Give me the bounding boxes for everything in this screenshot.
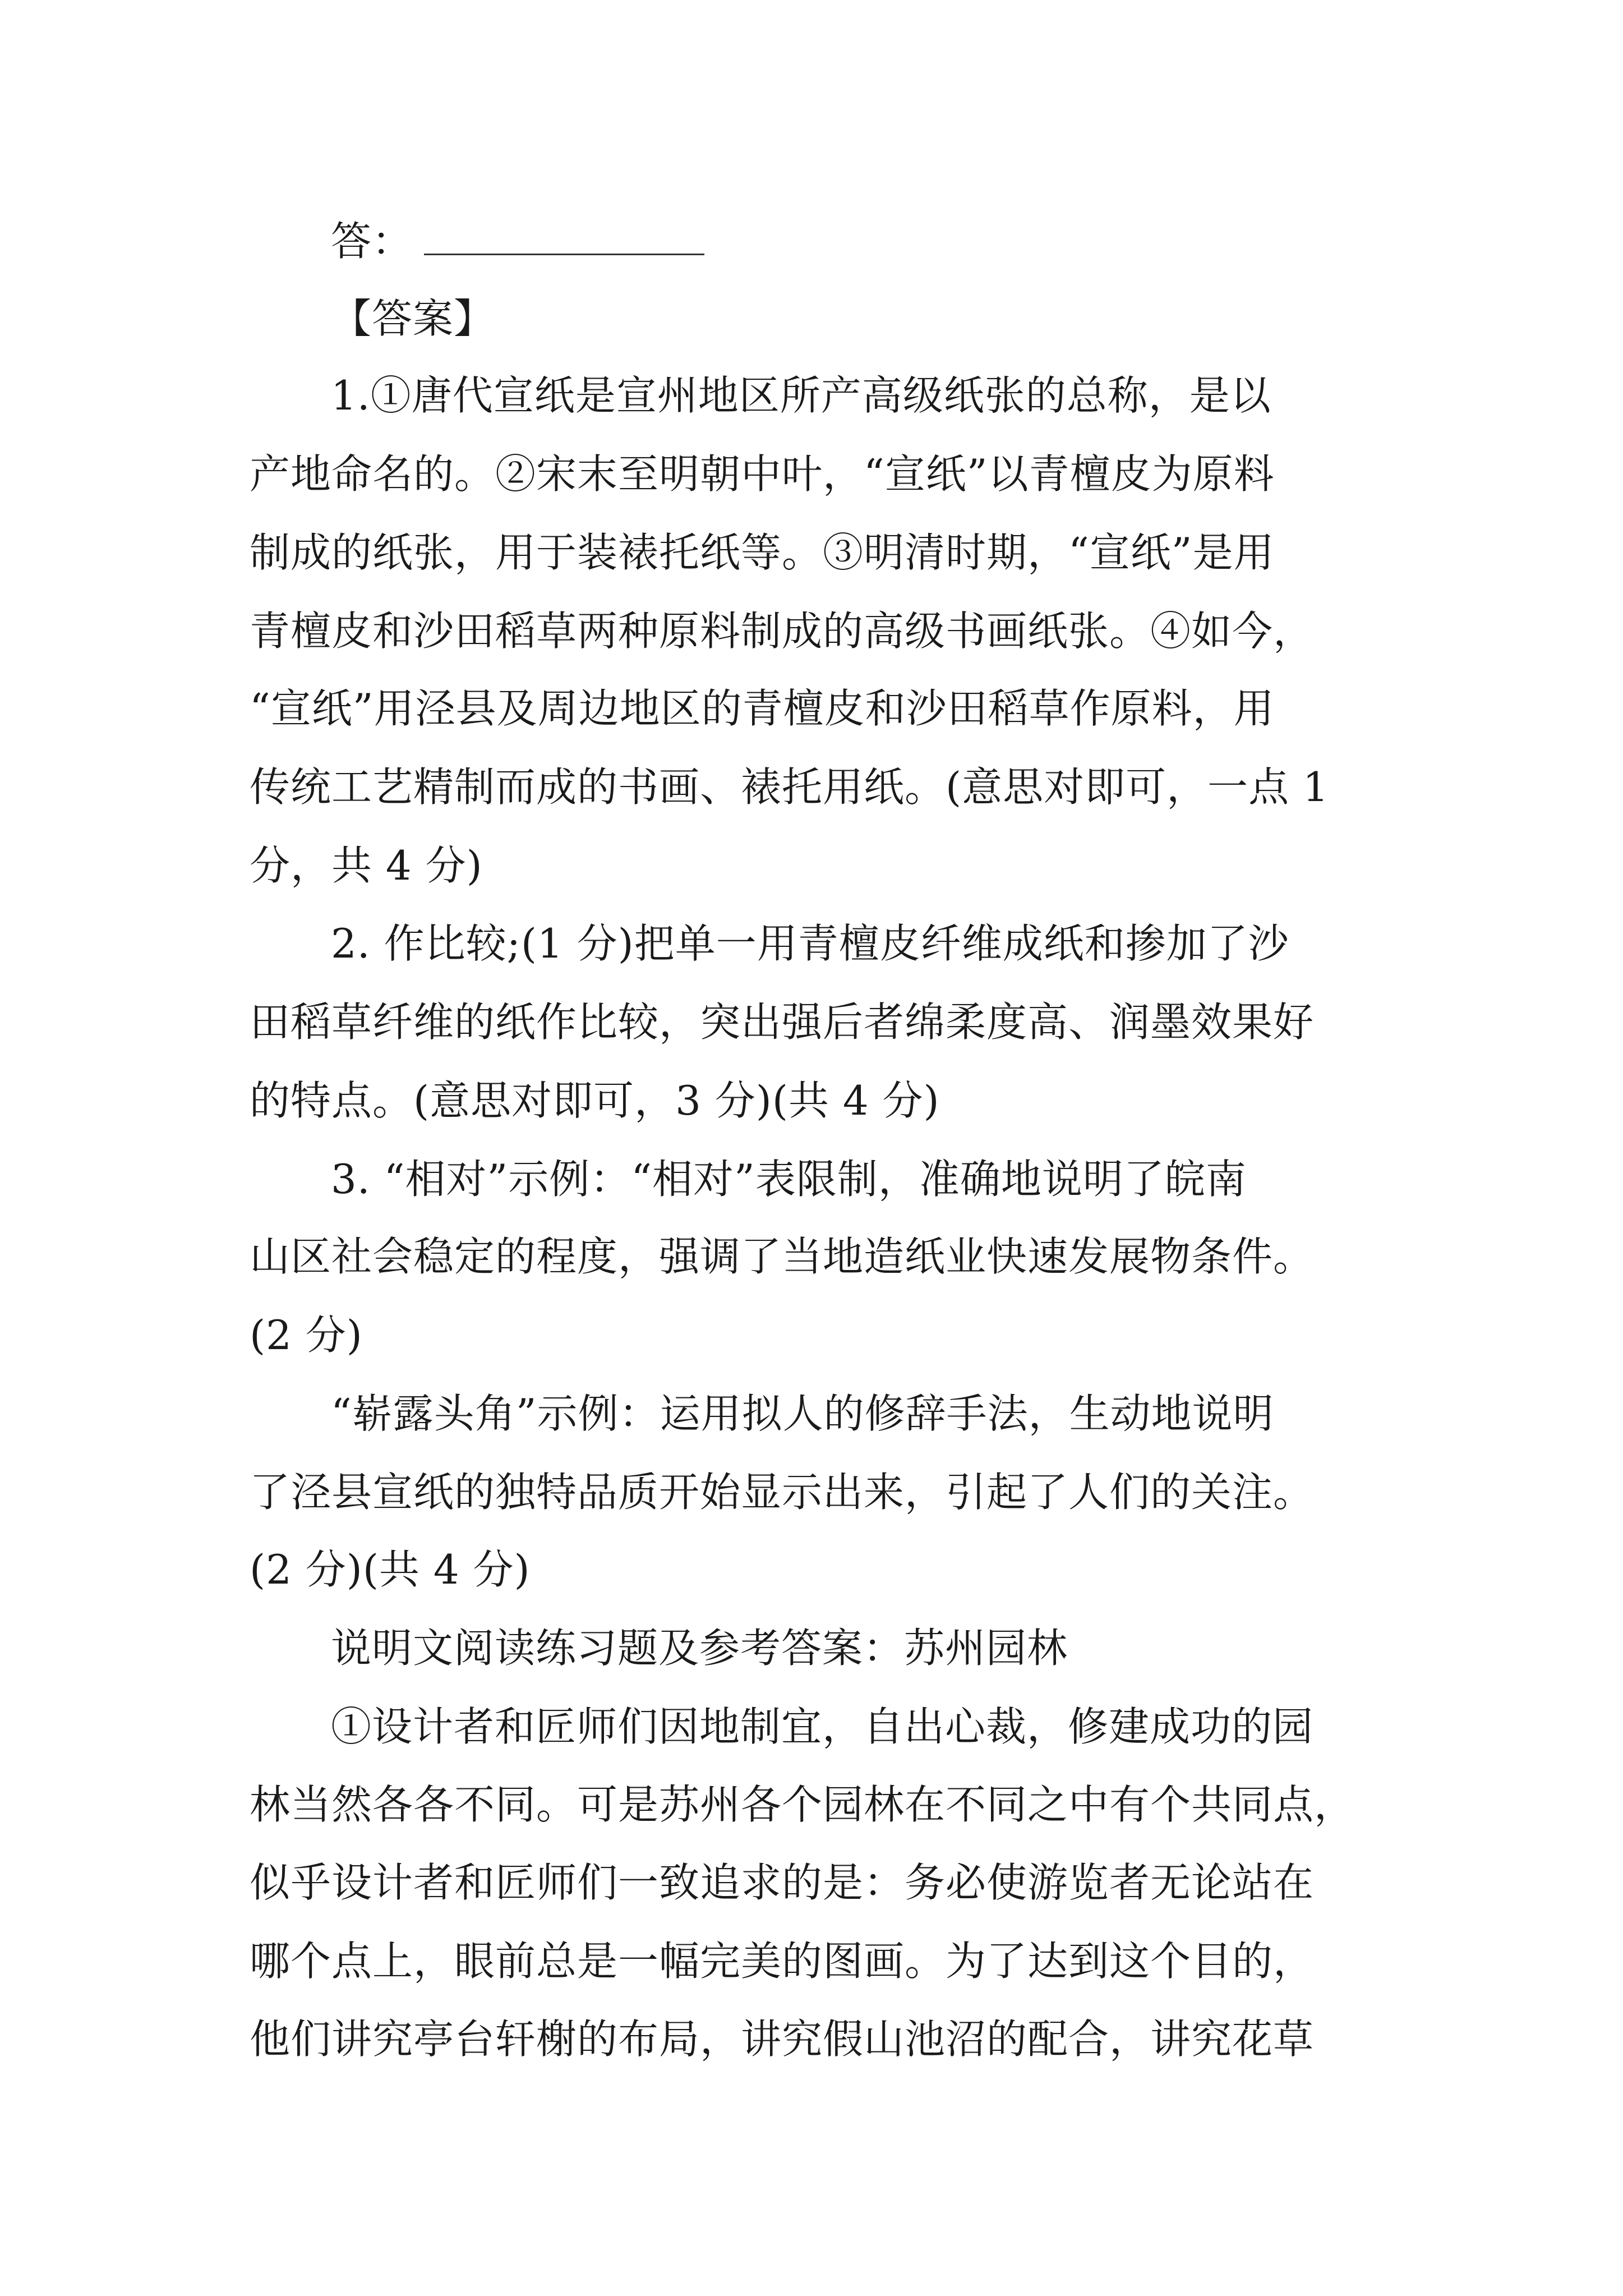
text-line: (2 分)(共 4 分)	[250, 1546, 531, 1593]
text-line: 了泾县宣纸的独特品质开始显示出来，引起了人们的关注。	[250, 1469, 1315, 1516]
text-line: 田稻草纤维的纸作比较，突出强后者绵柔度高、润墨效果好	[250, 999, 1315, 1046]
text-line: 似乎设计者和匠师们一致追求的是：务必使游览者无论站在	[250, 1859, 1315, 1906]
answer-blank	[424, 220, 704, 255]
text-line: 的特点。(意思对即可，3 分)(共 4 分)	[250, 1077, 940, 1124]
text-line: 他们讲究亭台轩榭的布局，讲究假山池沼的配合，讲究花草	[250, 2016, 1315, 2063]
answer-header: 【答案】	[331, 295, 495, 342]
text-line: (2 分)	[250, 1312, 363, 1359]
text-line: 分，共 4 分)	[250, 842, 483, 889]
section-title: 说明文阅读练习题及参考答案：苏州园林	[331, 1625, 1068, 1672]
text-line: 传统工艺精制而成的书画、裱托用纸。(意思对即可，一点 1	[250, 763, 1329, 811]
text-line: “崭露头角”示例：运用拟人的修辞手法，生动地说明	[331, 1390, 1274, 1437]
text-line: 林当然各各不同。可是苏州各个园林在不同之中有个共同点，	[250, 1781, 1355, 1828]
text-line: 3. “相对”示例：“相对”表限制，准确地说明了皖南	[331, 1156, 1247, 1203]
text-line: 制成的纸张，用于装裱托纸等。③明清时期，“宣纸”是用	[250, 529, 1275, 576]
answer-prompt: 答：	[331, 218, 413, 265]
text-line: 产地命名的。②宋末至明朝中叶，“宣纸”以青檀皮为原料	[250, 450, 1275, 498]
answer-prompt-line	[331, 213, 1394, 269]
text-line: 1.①唐代宣纸是宣州地区所产高级纸张的总称，是以	[331, 372, 1271, 419]
text-line: “宣纸”用泾县及周边地区的青檀皮和沙田稻草作原料，用	[250, 685, 1275, 732]
text-line: 山区社会稳定的程度，强调了当地造纸业快速发展物条件。	[250, 1233, 1315, 1280]
text-line: 青檀皮和沙田稻草两种原料制成的高级书画纸张。④如今，	[250, 608, 1315, 655]
text-line: ①设计者和匠师们因地制宜，自出心裁，修建成功的园	[331, 1703, 1314, 1750]
text-line: 哪个点上，眼前总是一幅完美的图画。为了达到这个目的，	[250, 1938, 1315, 1985]
text-line: 2. 作比较;(1 分)把单一用青檀皮纤维成纸和掺加了沙	[331, 920, 1289, 967]
